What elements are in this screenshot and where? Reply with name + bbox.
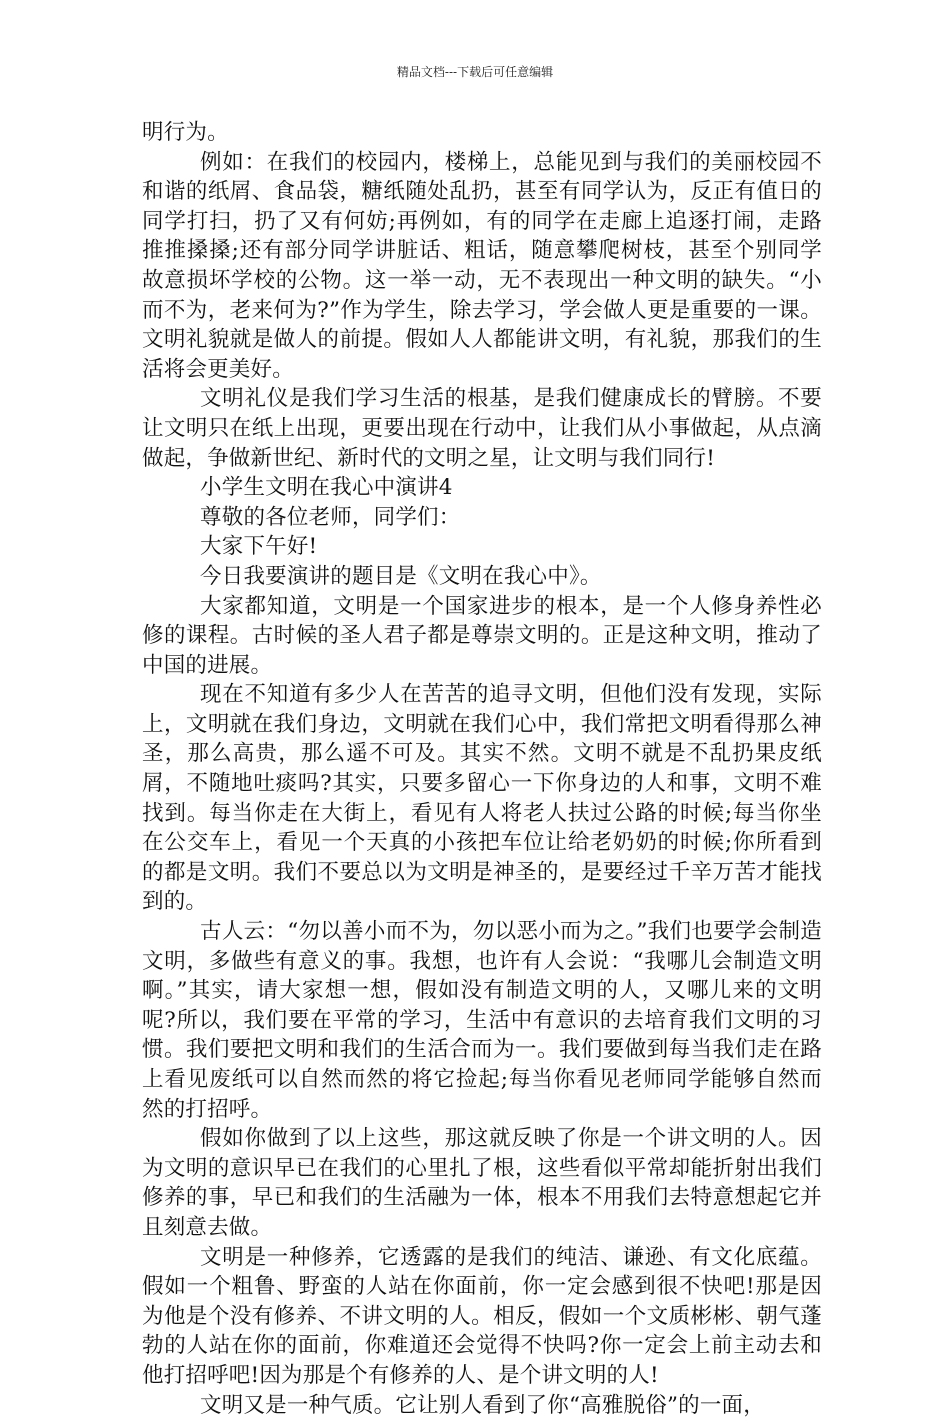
paragraph: 古人云：“勿以善小而不为，勿以恶小而为之。”我们也要学会制造文明，多做些有意义的事。我想，也许有人会说：“我哪儿会制造文明啊。”其实，请大家想一想，假如没有制造文明的人，又哪儿来的文明呢?所以，我们要在平常的学习，生活中有意识的去培育我们文明的习惯。我们要把文明和我们的生活合而为一。我们要做到每当我们走在路上看见废纸可以自然而然的将它捡起;每当你看见老师同学能够自然而然的打招呼。 <box>142 919 822 1122</box>
paragraph: 假如你做到了以上这些，那这就反映了你是一个讲文明的人。因为文明的意识早已在我们的心里扎了根，这些看似平常却能折射出我们修养的事，早已和我们的生活融为一体，根本不用我们去特意想起它并且刻意去做。 <box>142 1126 822 1240</box>
salutation: 尊敬的各位老师，同学们： <box>200 504 461 530</box>
paragraph: 例如：在我们的校园内，楼梯上，总能见到与我们的美丽校园不和谐的纸屑、食品袋，糖纸随处乱扔，甚至有同学认为，反正有值日的同学打扫，扔了又有何妨;再例如，有的同学在走廊上追逐打闹，走路推推搡搡;还有部分同学讲脏话、粗话，随意攀爬树枝，甚至个别同学故意损坏学校的公物。这一举一动，无不表现出一种文明的缺失。“小而不为，老来何为?”作为学生，除去学习，学会做人更是重要的一课。文明礼貌就是做人的前提。假如人人都能讲文明，有礼貌，那我们的生活将会更美好。 <box>142 149 822 382</box>
paragraph: 文明又是一种气质。它让别人看到了你“高雅脱俗”的一面， <box>200 1392 765 1418</box>
paragraph: 文明礼仪是我们学习生活的根基，是我们健康成长的臂膀。不要让文明只在纸上出现，更要出现在行动中，让我们从小事做起，从点滴做起，争做新世纪、新时代的文明之星，让文明与我们同行! <box>142 386 822 471</box>
speech-title: 小学生文明在我心中演讲4 <box>200 475 453 501</box>
page-header: 精品文档---下载后可任意编辑 <box>396 65 554 79</box>
greeting: 大家下午好! <box>200 534 318 560</box>
paragraph: 文明是一种修养，它透露的是我们的纯洁、谦逊、有文化底蕴。假如一个粗鲁、野蛮的人站在你面前，你一定会感到很不快吧!那是因为他是个没有修养、不讲文明的人。相反，假如一个文质彬彬、朝气蓬勃的人站在你的面前，你难道还会觉得不快吗?你一定会上前主动去和他打招呼吧!因为那是个有修养的人、是个讲文明的人! <box>142 1244 822 1388</box>
document-body <box>142 118 822 1420</box>
paragraph: 现在不知道有多少人在苦苦的追寻文明，但他们没有发现，实际上，文明就在我们身边，文明就在我们心中，我们常把文明看得那么神圣，那么高贵，那么遥不可及。其实不然。文明不就是不乱扔果皮纸屑，不随地吐痰吗?其实，只要多留心一下你身边的人和事，文明不难找到。每当你走在大街上，看见有人将老人扶过公路的时候;每当你坐在公交车上，看见一个天真的小孩把车位让给老奶奶的时候;你所看到的都是文明。我们不要总以为文明是神圣的，是要经过千辛万苦才能找到的。 <box>142 682 822 915</box>
paragraph: 今日我要演讲的题目是《文明在我心中》。 <box>200 563 602 589</box>
paragraph: 大家都知道，文明是一个国家进步的根本，是一个人修身养性必修的课程。古时候的圣人君子都是尊崇文明的。正是这种文明，推动了中国的进展。 <box>142 593 822 678</box>
paragraph-continuation: 明行为。 <box>142 120 229 145</box>
